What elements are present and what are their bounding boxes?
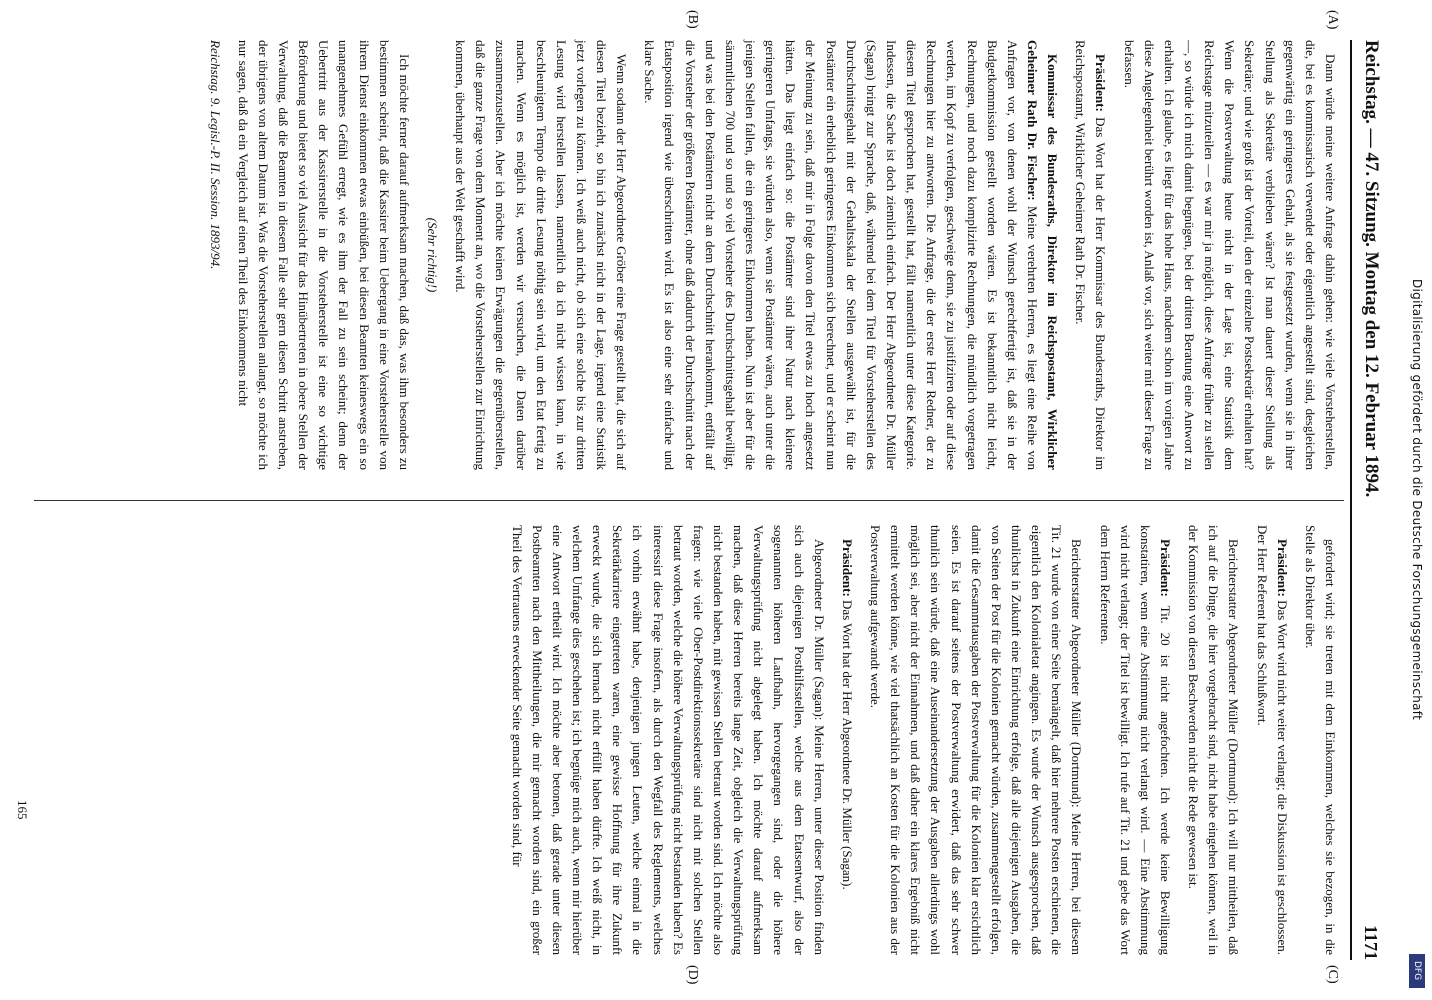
margin-mark-c: (C) <box>1325 965 1340 984</box>
attribution-strip <box>1402 0 1432 1000</box>
page-header <box>1354 40 1388 960</box>
margin-mark-a: (A) <box>1325 10 1340 30</box>
paragraph: Dann würde meine weitere Anfrage dahin gehen: wie viele Vorsteherstellen, die, bei es kommissarisch verwendet oder eigentlich angestellt sind, desgleichen gegenwärtig ein geringeres Gehalt, als sie festgesetzt wurden, wenn sie in ihrer Stellung als Sekretäre verblieben wären? Ist man dauert dieser Stellung als Sekretäre; und wie groß ist der Vorteil, den der einzelne Postsekretär erhalten hat? Wenn die Postverwaltung heute nicht in der Lage ist, eine Statistik dem Reichstage mitzuteilen — es war mir ja möglich, diese Anfrage früher zu stellen —, so würde ich mich damit begnügen, bei der dritten Beratung eine Antwort zu erhalten. Ich glaube, es liegt für das hohe Haus, nachdem schon im vorigen Jahre diese Angelegenheit berührt worden ist, Anlaß vor, sich weiter mit dieser Frage zu befassen. <box>1121 40 1338 470</box>
paragraph: gefordert wird; sie treten mit dem Einkommen, welches sie bezogen, in die Stelle als Direktor über. <box>1302 525 1338 955</box>
paragraph: Berichterstatter Abgeordneter Müller (Dortmund): Meine Herren, bei diesem Tit. 21 wurde von einer Seite bemängelt, daß hier mehrere Posten erschienen, die eigentlich den Kolonialetat angingen. Es wurde der Wunsch ausgesprochen, daß thunlichst in Zukunft eine Einrichtung erfolge, daß alle diejenigen Ausgaben, die von Seiten der Post für die Kolonien gemacht würden, zusammengestellt erfolgen, damit die Gesammtausgaben der Postverwaltung für die Kolonien klar ersichtlich seien. Es ist darauf seitens der Postverwaltung erwidert, daß das sehr schwer thunlich sein würde, daß eine Auseinandersetzung der Ausgaben allerdings wohl möglich sei, aber nicht der Einnahmen, und daß daher ein klares Ergebniß nicht ermittelt werden könne, wie viel thatsächlich an Kosten für die Kolonien aus der Postverwaltung aufgewandt werde. <box>868 525 1085 955</box>
page-footer-number: 165 <box>15 800 30 820</box>
speaker-label: Präsident: <box>1274 539 1290 597</box>
margin-mark-b: (B) <box>685 10 700 29</box>
volume-citation: Reichstag. 9. Legisl.-P. II. Session. 1893/94. <box>207 40 223 270</box>
header-title: Reichstag. — 47. Sitzung. Montag den 12. Februar 1894. <box>1361 40 1382 498</box>
paragraph: Wenn sodann der Herr Abgeordnete Gröber eine Frage gestellt hat, die sich auf diesen Titel bezieht, so bin ich zunächst nicht in der Lage, irgend eine Statistik jetzt vorlegen zu können. Ich weiß auch nicht, ob sich eine solche bis zur dritten Lesung wird herstellen lassen, namentlich da ich nicht wissen kann, in wie beschleunigtem Tempo die dritte Lesung nöthig sein wird, um den Etat fertig zu machen. Wenn es möglich ist, werden wir versuchen, die Daten darüber zusammenzustellen. Aber ich möchte keinen Erwägungen die gegenüberstellen, daß die ganze Frage von dem Moment an, wo die Vorsteherstellen zur Einrichtung kommen, überhaupt aus der Welt geschafft wird. <box>453 40 630 470</box>
paragraph-text: Tit. 20 ist nicht angefochten. Ich werde keine Bewilligung konstatiren, wenn eine Abstimmung nicht verlangt wird. — Eine Abstimmung wird nicht verlangt; der Titel ist bewilligt. Ich rufe auf Tit. 21 und gebe das Wort dem Herrn Referenten. <box>1097 525 1174 955</box>
speaker-label: Präsident: <box>839 539 855 597</box>
paragraph-text: Das Wort wird nicht weiter verlangt; die Diskussion ist geschlossen. Der Herr Referent hat das Schlußwort. <box>1254 525 1290 956</box>
paragraph: Ich möchte ferner darauf aufmerksam machen, daß das, was ihm besonders zu bestimmen scheint, daß die Kassirer beim Uebergang in eine Vorsteherstelle von ihrem Dienst einkommen etwas einbüßen, bei diesen Beamten keineswegs ein so unangenehmes Gefühl erregt, wie es ihm der Fall zu sein scheint; denn der Uebertritt aus der Kassirerstelle in die Vorsteherstelle ist eine so wichtige Beförderung und bietet so viel Aussicht für das Hinübertreten in obere Stellen der Verwaltung, daß die Beamten in diesem Falle sehr gern diesen Schritt anstreben, der übrigens von altem Datum ist. Was die Vorsteherstellen anlangt, so möchte ich nur sagen, daß da ein Vergleich auf einen Theil des Einkommens nicht <box>235 40 412 470</box>
paragraph <box>837 525 857 955</box>
paragraph <box>639 40 1062 470</box>
speaker-label: Präsident: <box>1093 54 1109 112</box>
paragraph-text: Das Wort hat der Herr Kommissar des Bundesraths, Direktor im Reichspostamt, Wirklicher Geheimer Rath Dr. Fischer. <box>1073 40 1109 470</box>
margin-mark-d: (D) <box>685 965 700 985</box>
column-divider <box>34 500 1344 501</box>
page-number: 1171 <box>1361 924 1382 960</box>
paragraph: Abgeordneter Dr. Müller (Sagan): Meine Herren, unter dieser Position finden sich auch diejenigen Posthilfsstellen, welche aus dem Etatsentwurf, also der sogenannten höheren Laufbahn, hervorgegangen sind, oder die höhere Verwaltungsprüfung nicht abgelegt haben. Ich möchte darauf aufmerksam machen, daß diese Herren bereits lange Zeit, obgleich die Verwaltungsprüfung nicht bestanden haben, mit gewissen Stellen betraut worden sind. Ich möchte also fragen: wie viele Ober-Postdirektionssekretäre sind nicht mit solchen Stellen betraut worden, welche die höhere Verwaltungsprüfung nicht bestanden haben? Es interessirt diese Frage insofern, als durch den Wegfall des Reglements, welches ich vorhin erwähnt habe, denjenigen jungen Leuten, welche einmal in die Sekretärkarriere eingetreten waren, eine gewisse Hoffnung für ihre Zukunft erweckt wurde, die sich hernach nicht erfüllt haben dürfte. Ich weiß nicht, in welchem Umfange dies geschehen ist; ich begnüge mich auch, wenn mir hierüber eine Antwort ertheilt wird. Ich möchte aber betonen, daß gerade unter diesen Postbeamten nach den Mittheilungen, die mir gemacht worden sind, ein großer Theil des Vertrauens erweckender Seite gemacht worden sind, für <box>509 525 827 955</box>
speaker-label: Präsident: <box>1158 539 1174 597</box>
paragraph-text: Das Wort hat der Herr Abgeordnete Dr. Müller (Sagan). <box>839 600 855 890</box>
header-rule <box>1350 40 1352 960</box>
dfg-logo: DFG <box>1409 954 1425 988</box>
paragraph-text: Meine verehrten Herren, es liegt eine Reihe von Anfragen vor, von denen wohl der Wunsch gerechtfertigt ist, daß sie in der Budgetkommission gestellt worden wären. Es ist bekanntlich nicht leicht, Rechnungen, und noch dazu komplizirte Rechnungen, die mündlich vorgetragen werden, im Kopf zu verfolgen, geschweige denn, sie zu justifiziren oder auf diese Rechnungen hier zu antworten. Die Anfrage, die der erste Herr Redner, der zu diesem Titel gesprochen hat, gestellt hat, fällt namentlich unter diese Kategorie. Indessen, die Sache ist doch ziemlich einfach. Der Herr Abgeordnete Dr. Müller (Sagan) bringt zur Sprache, daß, während bei dem Titel für Vorsteherstellen des Durchschnittsgehalt mit der Gehaltsskala der Stellen ausgewählt ist, für die Postämter ein erheblich geringeres Einkommen sich berechnet, und er scheint nun der Meinung zu sein, daß mir in Folge davon den Titel etwas zu hoch angesetzt hätten. Das liegt einfach so: die Postämter sind ihrer Natur nach kleinere geringeren Umfangs, sie würden also, wenn sie Postämter wären, auch unter die jenigen Stellen fallen, die ein geringeres Einkommen haben. Nun ist aber für die sämmtlichen 700 und so und so viel Vorsteher des Durchschnittsgehalt bewilligt, und was bei den Postämtern nicht an dem Durchschnitt herankommt, entfällt auf die Vorsteher der größeren Postämter, ohne daß dadurch der Durchschnitt nach der Etatsposition irgend wie überschritten wird. Es ist also eine sehr einfache und klare Sache. <box>642 40 1041 470</box>
interjection: (Sehr richtig!) <box>424 217 440 293</box>
speaker-label: Kommissar des Bundesraths, Direktor im Reichspostamt, Wirklicher Geheimer Rath Dr. Fischer: <box>1025 40 1061 470</box>
left-column <box>204 40 1340 470</box>
paragraph <box>1094 525 1175 955</box>
right-column <box>499 525 1340 955</box>
paragraph: Berichterstatter Abgeordneter Müller (Dortmund): Ich will nur mittheilen, daß ich auf die Dinge, die hier vorgebracht sind, nicht habe eingehen können, weil in der Kommission von diesen Beschwerden nicht die Rede gewesen ist. <box>1186 525 1242 955</box>
paragraph <box>1251 525 1291 955</box>
paragraph <box>1070 40 1110 470</box>
attribution-text: Digitalisierung gefördert durch die Deutsche Forschungsgemeinschaft <box>1410 279 1424 721</box>
